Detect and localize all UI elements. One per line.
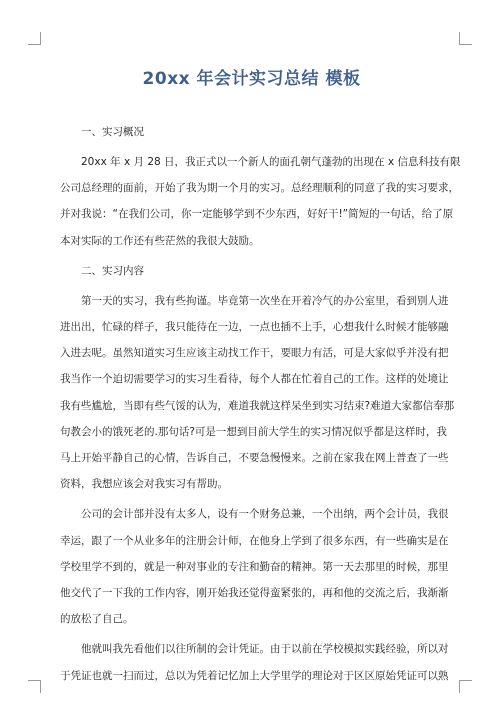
paragraph-line: 他交代了一下我的工作内容，刚开始我还觉得蛮紧张的，再和他的交流之后，我渐渐 <box>60 587 449 600</box>
section-heading: 二、实习内容 <box>81 264 144 277</box>
paragraph-line: 本对实际的工作还有些茫然的我很大鼓励。 <box>60 234 260 247</box>
document-title: 20xx 年会计实习总结 模板 <box>142 69 361 89</box>
crop-mark-top-left <box>28 32 41 45</box>
paragraph-line: 公司的会计部并没有太多人，设有一个财务总兼，一个出纳，两个会计员，我很 <box>81 508 449 521</box>
paragraph-line: 他就叫我先看他们以往所制的会计凭证。由于以前在学校模拟实践经验，所以对 <box>81 643 449 656</box>
paragraph-line: 句教会小的饿死老的.那句话?可是一想到目前大学生的实习情况似乎都是这样时，我 <box>60 425 447 438</box>
paragraph-line: 第一天的实习，我有些拘谨。毕竟第一次坐在开着冷气的办公室里，看到别人进 <box>81 294 449 307</box>
paragraph-line: 于凭证也就一扫而过，总以为凭着记忆加上大学里学的理论对于区区原始凭证可以熟 <box>60 669 449 682</box>
crop-mark-bottom-left <box>28 680 41 693</box>
crop-mark-bottom-right <box>459 680 472 693</box>
section-heading: 一、实习概况 <box>81 126 144 138</box>
paragraph-line: 入进去呢。虽然知道实习生应该主动找工作干，要眼力有活，可是大家似乎并没有把 <box>60 347 449 360</box>
crop-mark-top-right <box>459 32 472 45</box>
document-body <box>60 58 461 693</box>
paragraph-line: 幸运，跟了一个从业多年的注册会计师，在他身上学到了很多东西，有一些确实是在 <box>60 534 449 547</box>
document-sections <box>60 119 461 689</box>
paragraph-line: 学校里学不到的，就是一种对事业的专注和勤奋的精神。第一天去那里的时候，那里 <box>60 560 449 573</box>
paragraph-line: 我有些尴尬，当即有些气馁的认为，难道我就这样呆坐到实习结束?难道大家都信奉那 <box>60 399 455 412</box>
body-paragraph <box>60 288 455 498</box>
paragraph-line: 我当作一个迫切需要学习的实习生看待，每个人都在忙着自己的工作。这样的处境让 <box>60 373 449 386</box>
paragraph-line: 马上开始平静自己的心情，告诉自己，不要急慢慢来。之前在家我在网上普查了一些 <box>60 452 449 465</box>
paragraph-line: 资料，我想应该会对我实习有帮助。 <box>60 478 228 491</box>
body-paragraph <box>60 501 449 632</box>
paragraph-line: 进出出，忙碌的样子，我只能待在一边，一点也插不上手，心想我什么时候才能够融 <box>60 321 449 334</box>
paragraph-line: 20xx 年 x 月 28 日，我正式以一个新人的面孔朝气蓬勃的出现在 x 信息科技有限 <box>81 156 461 168</box>
paragraph-line: 公司总经理的面前，开始了我为期一个月的实习。总经理顺利的同意了我的实习要求， <box>60 182 459 195</box>
paragraph-line: 的放松了自己。 <box>60 613 134 626</box>
body-paragraph <box>60 149 461 254</box>
paragraph-line: 并对我说：“在我们公司，你一定能够学到不少东西，好好干!”简短的一句话，给了原 <box>60 208 454 221</box>
body-paragraph <box>60 636 449 688</box>
